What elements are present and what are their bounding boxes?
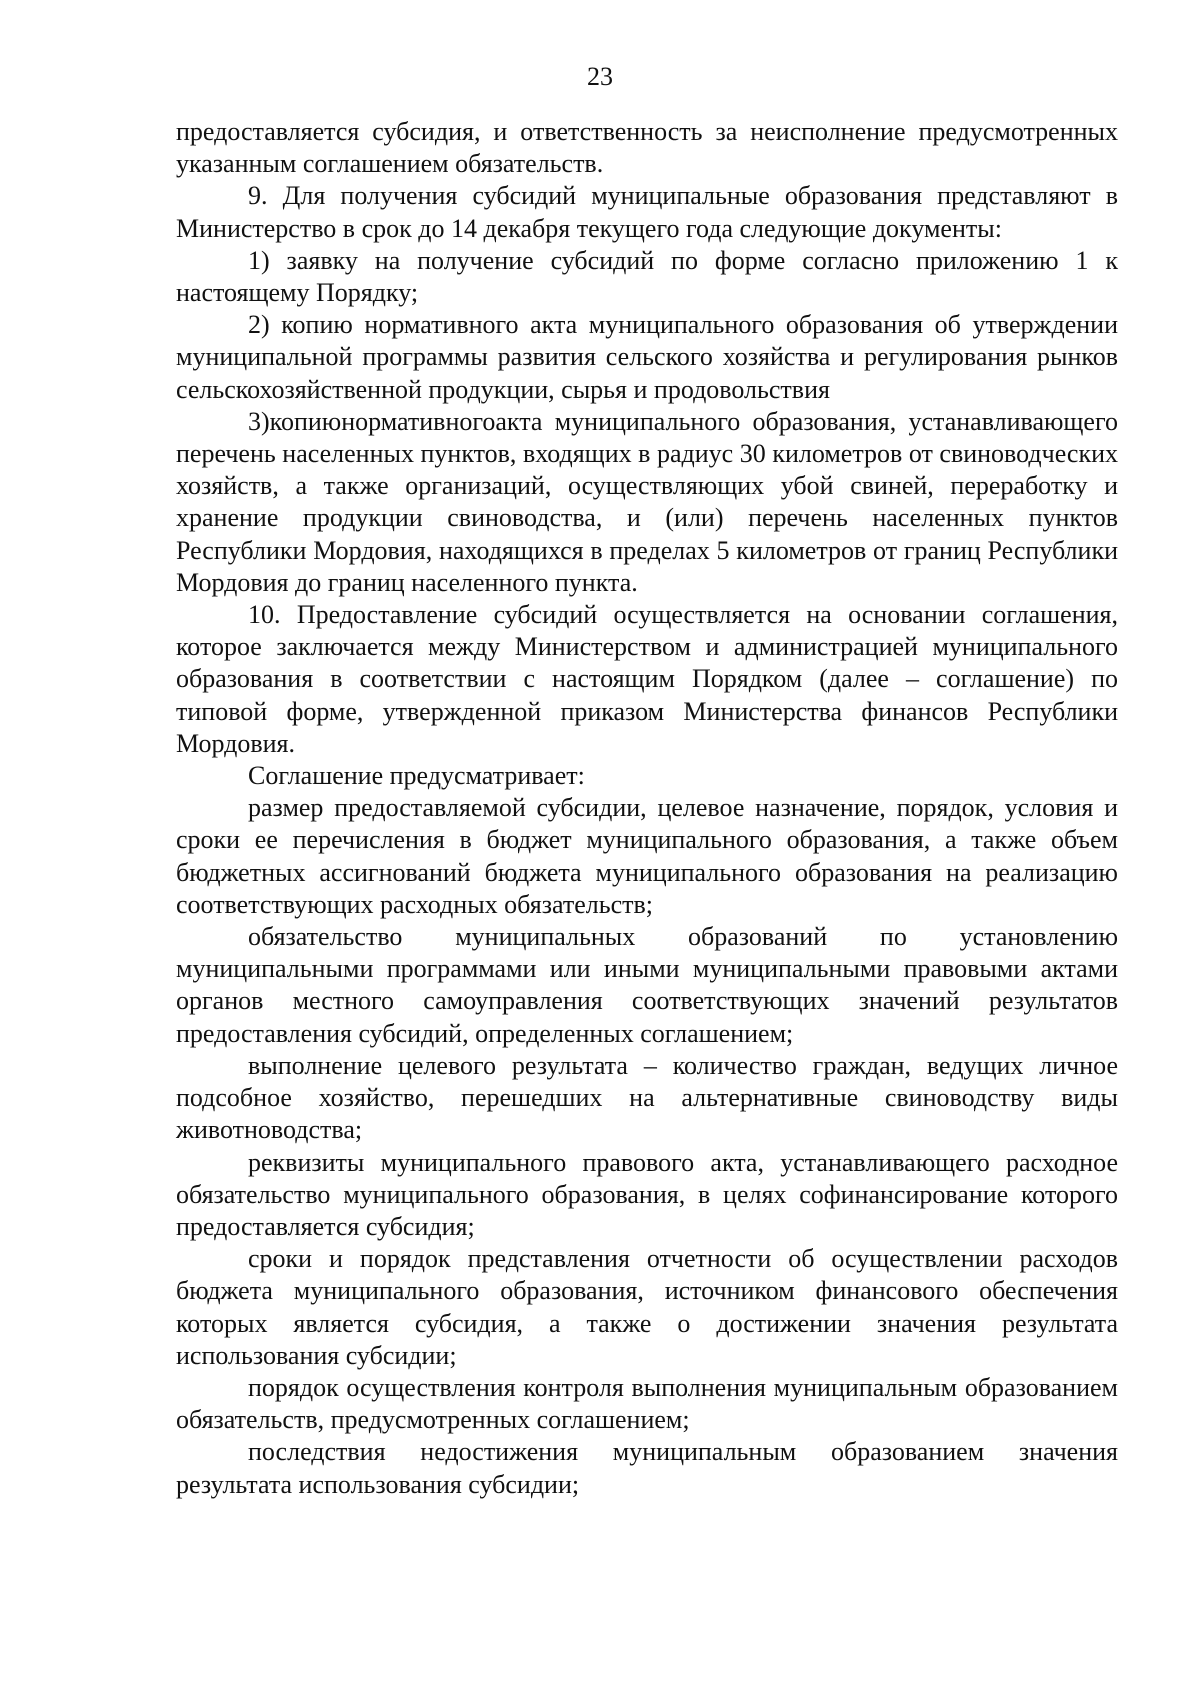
paragraph: 2) копию нормативного акта муниципального образования об утверждении муниципальной программы развития сельского хозяйства и регулирования рынков сельскохозяйственной продукции, сырья и продовольствия [176, 310, 1118, 404]
page-number: 23 [587, 62, 613, 91]
paragraph: реквизиты муниципального правового акта, устанавливающего расходное обязательство муниципального образования, в целях софинансирование которого предоставляется субсидия; [176, 1147, 1118, 1241]
paragraph: последствия недостижения муниципальным образованием значения результата использования субсидии; [176, 1437, 1118, 1499]
paragraph: 1) заявку на получение субсидий по форме согласно приложению 1 к настоящему Порядку; [176, 245, 1118, 308]
paragraph: Соглашение предусматривает: [248, 761, 585, 791]
paragraph: 10. Предоставление субсидий осуществляется на основании соглашения, которое заключается между Министерством и администрацией муниципального образования в соответствии с настоящим Порядком (далее – соглашение) по типовой форме, утвержденной приказом Министерства финансов Республики Мордовия. [176, 600, 1118, 758]
document-body [176, 116, 1118, 1501]
paragraph: предоставляется субсидия, и ответственность за неисполнение предусмотренных указанным соглашением обязательств. [176, 117, 1118, 179]
paragraph: сроки и порядок представления отчетности об осуществлении расходов бюджета муниципального образования, источником финансового обеспечения которых является субсидия, а также о достижении значения результата использования субсидии; [176, 1244, 1118, 1370]
paragraph: размер предоставляемой субсидии, целевое назначение, порядок, условия и сроки ее перечисления в бюджет муниципального образования, а также объем бюджетных ассигнований бюджета муниципального образования на реализацию соответствующих расходных обязательств; [176, 793, 1118, 919]
paragraph: обязательство муниципальных образований по установлению муниципальными программами или иными муниципальными правовыми актами органов местного самоуправления соответствующих значений результатов предоставления субсидий, определенных соглашением; [176, 922, 1118, 1048]
paragraph: порядок осуществления контроля выполнения муниципальным образованием обязательств, предусмотренных соглашением; [176, 1372, 1118, 1435]
paragraph: выполнение целевого результата – количество граждан, ведущих личное подсобное хозяйство, перешедших на альтернативные свиноводству виды животноводства; [176, 1050, 1118, 1145]
paragraph: 9. Для получения субсидий муниципальные образования представляют в Министерство в срок до 14 декабря текущего года следующие документы: [176, 181, 1118, 243]
paragraph: 3)копиюнормативногоакта муниципального образования, устанавливающего перечень населенных пунктов, входящих в радиус 30 километров от свиноводческих хозяйств, а также организаций, осуществляющих убой свиней, переработку и хранение продукции свиноводства, и (или) перечень населенных пунктов Республики Мордовия, находящихся в пределах 5 километров от границ Республики Мордовия до границ населенного пункта. [176, 406, 1118, 597]
